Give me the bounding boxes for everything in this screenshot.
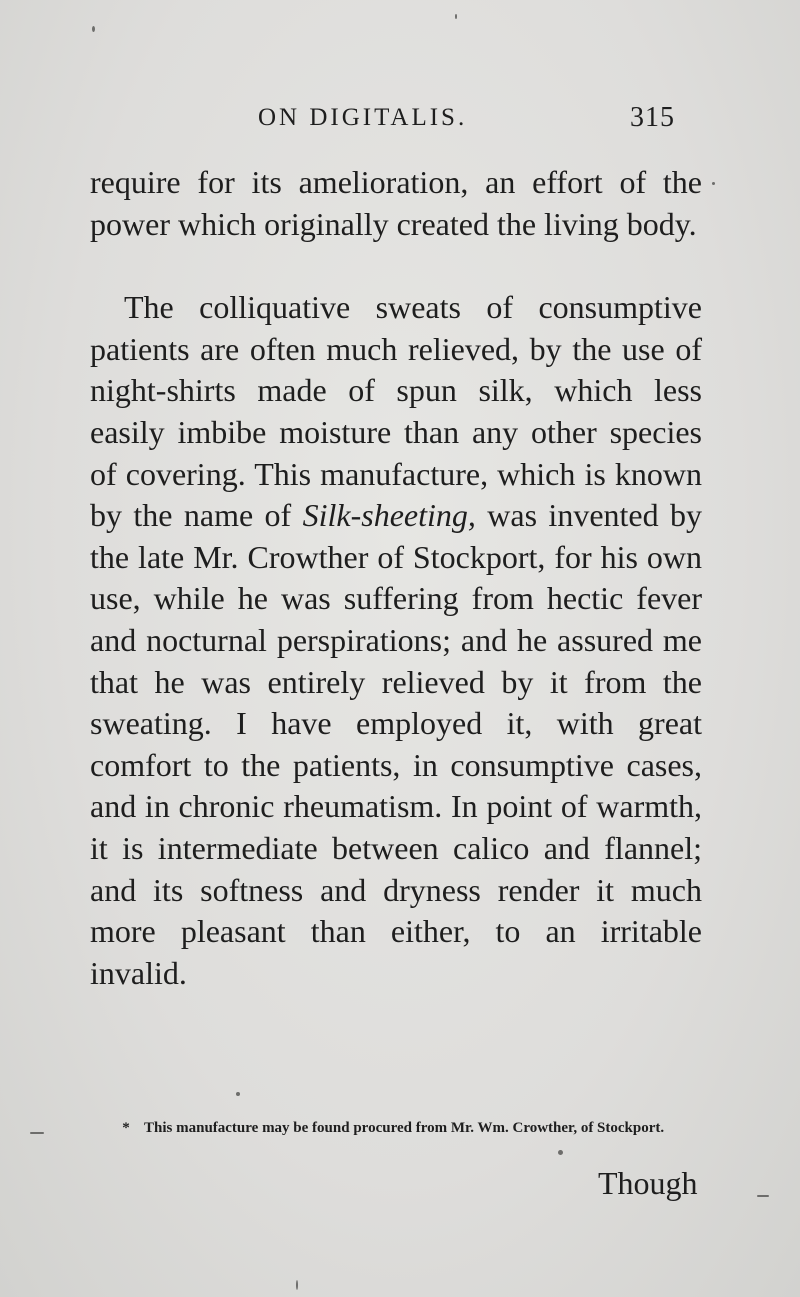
paper-speck bbox=[712, 182, 715, 185]
page-number: 315 bbox=[630, 102, 675, 133]
catchword: Though bbox=[598, 1165, 698, 1201]
page-header bbox=[0, 104, 800, 144]
running-title: ON DIGITALIS. bbox=[258, 104, 468, 131]
footnote-text: This manufacture may be found procured from Mr. Wm. Crowther, of Stockport. bbox=[144, 1120, 665, 1136]
footnote bbox=[108, 1118, 710, 1139]
paper-speck bbox=[296, 1280, 298, 1290]
paper-speck bbox=[92, 26, 95, 32]
body-text bbox=[90, 162, 702, 994]
paper-speck bbox=[455, 14, 457, 19]
paragraph-2-text-b: was invented by the late Mr. Crowther of Stockport, for his own use, while he was suffering from hectic fever and nocturnal perspirations; and he assured me that he was entirely relieved by it from the sweating. I have employed it, with great comfort to the patients, in consumptive cases, and in chronic rheumatism. In point of warmth, it is intermediate between calico and flannel; and its softness and dryness render it much more pleasant than either, to an irritable invalid. bbox=[90, 497, 703, 991]
paper-speck bbox=[757, 1195, 769, 1197]
footnote-marker: * bbox=[122, 1120, 130, 1136]
paper-speck bbox=[558, 1150, 563, 1155]
paragraph-1: require for its amelioration, an effort of the power which originally created the living body. bbox=[90, 164, 702, 242]
paper-speck bbox=[30, 1132, 44, 1134]
paragraph-2-text-a: The colliquative sweats of consumptive patients are often much relieved, by the use of night-shirts made of spun silk, which less easily imbibe moisture than any other species of covering. This manufacture, which is known by the name of bbox=[90, 289, 702, 534]
paper-speck bbox=[236, 1092, 240, 1096]
paragraph-2 bbox=[90, 287, 702, 994]
italic-term: Silk-sheeting, bbox=[302, 497, 476, 534]
